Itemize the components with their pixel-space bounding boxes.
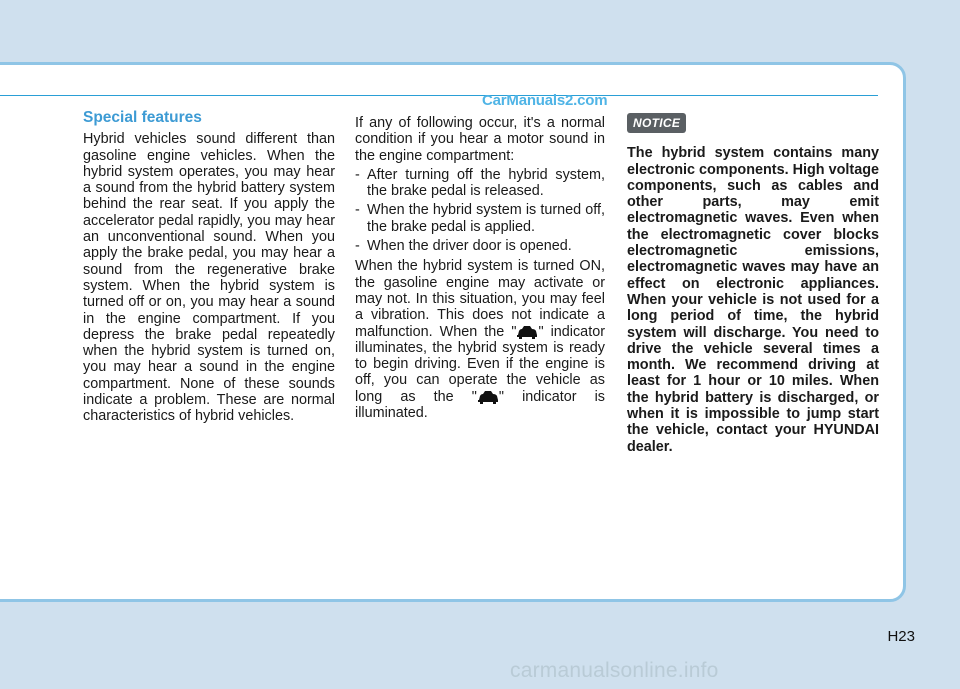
paragraph-text-3: " indicator is illuminated. xyxy=(355,388,605,422)
special-features-body: Hybrid vehicles sound different than gasoline engine vehicles. When the hybrid system operates, you may hear a sound from the hybrid battery system behind the rear seat. If you apply the accelerator pedal rapidly, you may hear an unconventional sound. When you apply the brake pedal, you may hear a sound from the regenerative brake system. When the hybrid system is turned off or on, you may hear a sound in the engine compartment. If you depress the brake pedal repeatedly when the hybrid system is turned on, you may hear a sound in the engine compartment. None of these sounds indicate a problem. These are normal characteristics of hybrid vehicles. xyxy=(83,131,335,425)
column-special-features xyxy=(83,110,335,425)
ready-car-icon xyxy=(477,390,499,404)
list-bullet: - xyxy=(355,238,360,255)
section-heading: Special features xyxy=(83,109,202,126)
motor-sound-intro: If any of following occur, it's a normal condition if you hear a motor sound in the engine compartment: xyxy=(355,115,605,164)
notice-text: The hybrid system contains many electronic components. High voltage components, such as cables and other parts, may emit electromagnetic waves. Even when the electromagnetic cover blocks electromagnetic emissions, electromagnetic waves may have an effect on electronic appliances. When your vehicle is not used for a long period of time, the hybrid system will discharge. You need to drive the vehicle several times a month. We recommend driving at least for 1 hour or 10 miles. When the hybrid battery is discharged, or when it is impossible to jump start the vehicle, contact your HYUNDAI dealer. xyxy=(627,145,879,455)
list-item xyxy=(355,238,605,254)
list-bullet: - xyxy=(355,166,360,183)
list-item-text: When the driver door is opened. xyxy=(367,238,572,255)
page-number: H23 xyxy=(887,628,915,645)
ready-car-icon xyxy=(516,325,538,339)
header-rule xyxy=(0,95,878,96)
column-notice xyxy=(627,113,879,469)
list-item xyxy=(355,167,605,200)
watermark-top[interactable]: CarManuals2.com xyxy=(482,92,608,109)
list-item xyxy=(355,202,605,235)
paragraph-text-2: " indicator illuminates, the hybrid system is ready to begin driving. Even if the engine is off, you can operate the vehicle as long as the " xyxy=(355,323,605,405)
list-item-text: When the hybrid system is turned off, the brake pedal is applied. xyxy=(367,202,605,235)
paragraph-text-1: When the hybrid system is turned ON, the gasoline engine may activate or may not. In this situation, you may feel a vibration. This does not indicate a malfunction. When the " xyxy=(355,258,605,340)
footer-watermark[interactable]: carmanualsonline.info xyxy=(510,659,719,682)
notice-badge: NOTICE xyxy=(627,113,686,133)
list-item-text: After turning off the hybrid system, the brake pedal is released. xyxy=(367,166,605,200)
list-bullet: - xyxy=(355,202,360,219)
ready-indicator-paragraph xyxy=(355,258,605,421)
column-motor-sound xyxy=(355,115,605,421)
